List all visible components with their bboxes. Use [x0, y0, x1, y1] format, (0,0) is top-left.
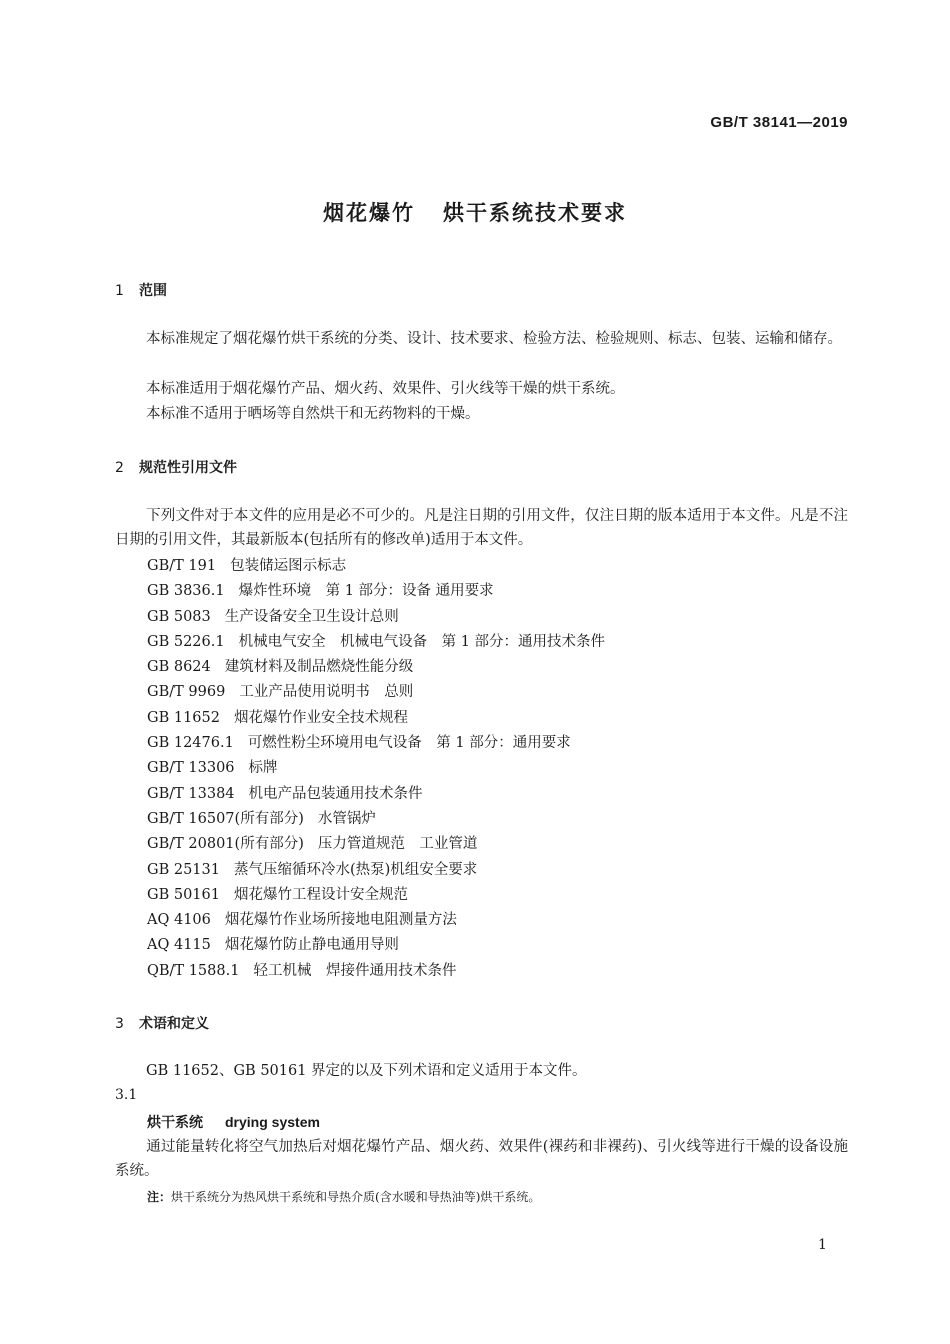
reference-item [147, 933, 605, 958]
reference-title: 压力管道规范 工业管道 [317, 836, 478, 853]
reference-title: 包装储运图示标志 [230, 558, 347, 574]
term-definition: 通过能量转化将空气加热后对烟花爆竹产品、烟火药、效果件(裸药和非裸药)、引火线等进行干燥的设备设施系统。 [115, 1139, 848, 1179]
reference-code: GB 3836.1 [147, 583, 225, 600]
reference-code: GB/T 13384 [147, 785, 235, 802]
page-number: 1 [818, 1237, 827, 1253]
reference-code: GB/T 13306 [147, 760, 235, 777]
reference-item [147, 908, 605, 933]
reference-item [147, 782, 605, 807]
reference-item [147, 554, 605, 579]
section-number: 2 [115, 460, 124, 476]
reference-title: 烟花爆竹作业场所接地电阻测量方法 [224, 912, 457, 929]
reference-title: 可燃性粉尘环境用电气设备 第 1 部分：通用要求 [247, 735, 571, 752]
reference-code: GB 11652 [147, 709, 220, 726]
reference-code: QB/T 1588.1 [147, 962, 240, 979]
clause-number: 3.1 [115, 1087, 138, 1103]
section-number: 3 [115, 1016, 124, 1032]
section-number: 1 [115, 283, 124, 299]
reference-item [147, 655, 605, 680]
reference-item [147, 630, 605, 655]
reference-code: AQ 4115 [147, 937, 211, 954]
reference-item [147, 883, 605, 908]
section-3-heading [115, 1013, 209, 1033]
reference-item [147, 756, 605, 781]
reference-title: 机电产品包装通用技术条件 [248, 785, 423, 802]
reference-code: GB/T 191 [147, 558, 217, 574]
reference-item [147, 959, 605, 984]
reference-title: 烟花爆竹防止静电通用导则 [224, 937, 399, 954]
section-1-paragraph-1: 本标准规定了烟花爆竹烘干系统的分类、设计、技术要求、检验方法、检验规则、标志、包装、运输和储存。 [146, 331, 842, 347]
reference-code: GB 5083 [147, 608, 211, 625]
term-chinese: 烘干系统 [147, 1115, 203, 1131]
normative-references-list [147, 554, 605, 984]
reference-title: 轻工机械 焊接件通用技术条件 [253, 962, 457, 979]
reference-title: 烟花爆竹工程设计安全规范 [233, 886, 408, 903]
reference-title: 水管锅炉 [317, 810, 376, 827]
reference-title: 生产设备安全卫生设计总则 [224, 608, 399, 625]
term-english: drying system [225, 1114, 320, 1130]
reference-title: 爆炸性环境 第 1 部分：设备 通用要求 [238, 583, 494, 600]
section-1-paragraph-2: 本标准适用于烟花爆竹产品、烟火药、效果件、引火线等干燥的烘干系统。 [146, 381, 625, 397]
reference-code: AQ 4106 [147, 912, 211, 929]
reference-item [147, 706, 605, 731]
reference-code: GB 8624 [147, 659, 211, 676]
reference-item [147, 731, 605, 756]
reference-title: 标牌 [248, 760, 278, 777]
standard-code: GB/T 38141—2019 [710, 114, 848, 131]
reference-code: GB/T 16507(所有部分) [147, 810, 304, 827]
term-note [147, 1188, 540, 1205]
section-2-intro: 下列文件对于本文件的应用是必不可少的。凡是注日期的引用文件，仅注日期的版本适用于本文件。凡是不注日期的引用文件，其最新版本(包括所有的修改单)适用于本文件。 [115, 508, 848, 548]
section-1-heading [115, 280, 167, 300]
reference-item [147, 680, 605, 705]
reference-code: GB/T 20801(所有部分) [147, 836, 304, 853]
reference-code: GB/T 9969 [147, 684, 226, 701]
reference-title: 建筑材料及制品燃烧性能分级 [224, 659, 414, 676]
reference-item [147, 832, 605, 857]
reference-code: GB 50161 [147, 886, 220, 903]
reference-item [147, 605, 605, 630]
document-title [0, 197, 950, 227]
section-title: 术语和定义 [139, 1016, 209, 1032]
section-1-paragraph-3: 本标准不适用于晒场等自然烘干和无药物料的干燥。 [146, 406, 480, 422]
reference-title: 蒸气压缩循环冷水(热泵)机组安全要求 [233, 861, 478, 878]
section-title: 规范性引用文件 [139, 460, 237, 476]
section-title: 范围 [139, 283, 167, 299]
note-label: 注： [147, 1190, 172, 1204]
section-2-heading [115, 457, 237, 477]
title-part-2: 烘干系统技术要求 [443, 201, 627, 225]
reference-item [147, 807, 605, 832]
title-part-1: 烟花爆竹 [323, 201, 415, 225]
reference-code: GB 25131 [147, 861, 220, 878]
reference-title: 机械电气安全 机械电气设备 第 1 部分：通用技术条件 [238, 633, 606, 650]
note-text: 烘干系统分为热风烘干系统和导热介质(含水暖和导热油等)烘干系统。 [171, 1190, 541, 1204]
term-entry [147, 1112, 320, 1132]
reference-code: GB 5226.1 [147, 633, 225, 650]
reference-item [147, 579, 605, 604]
section-3-intro: GB 11652、GB 50161 界定的以及下列术语和定义适用于本文件。 [146, 1063, 587, 1079]
reference-item [147, 858, 605, 883]
reference-code: GB 12476.1 [147, 735, 234, 752]
reference-title: 烟花爆竹作业安全技术规程 [233, 709, 408, 726]
reference-title: 工业产品使用说明书 总则 [239, 684, 414, 701]
